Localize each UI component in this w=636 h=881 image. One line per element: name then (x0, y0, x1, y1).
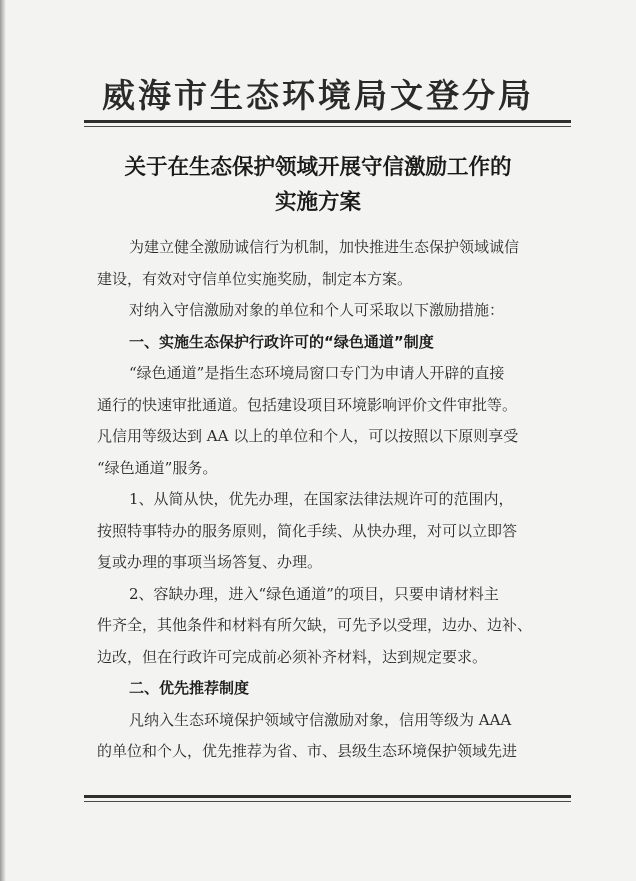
body-line: 件齐全，其他条件和材料有所欠缺，可先予以受理，边办、边补、 (97, 616, 533, 634)
body-line: 的单位和个人，优先推荐为省、市、县级生态环境保护领域先进 (97, 742, 518, 760)
organization-header: 威海市生态环境局文登分局 (102, 76, 534, 115)
body-line: 通行的快速审批通道。包括建设项目环境影响评价文件审批等。 (97, 395, 518, 414)
header-rule-thin (84, 126, 571, 127)
body-line: “绿色通道”是指生态环境局窗口专门为申请人开辟的直接 (129, 364, 505, 382)
body-line: 凡纳入生态环境保护领域守信激励对象，信用等级为 AAA (129, 710, 512, 729)
scan-edge-shadow (0, 0, 6, 881)
body-line: “绿色通道”服务。 (97, 458, 218, 477)
body-line: 对纳入守信激励对象的单位和个人可采取以下激励措施： (129, 301, 505, 319)
section-heading: 一、实施生态保护行政许可的“绿色通道”制度 (129, 332, 434, 351)
footer-rule-thin (84, 801, 571, 802)
document-title-line-1: 关于在生态保护领域开展守信激励工作的 (124, 155, 512, 180)
body-line: 按照特事特办的服务原则，简化手续、从快办理，对可以立即答 (97, 521, 518, 540)
body-line: 复或办理的事项当场答复、办理。 (97, 553, 323, 571)
body-line: 边改，但在行政许可完成前必须补齐材料，达到规定要求。 (97, 647, 488, 666)
document-title-line-2: 实施方案 (274, 190, 361, 215)
body-line: 为建立健全激励诚信行为机制，加快推进生态保护领域诚信 (129, 238, 520, 256)
header-rule-thick (84, 120, 571, 123)
document-body (97, 232, 559, 768)
body-line: 2、容缺办理，进入“绿色通道”的项目，只要申请材料主 (129, 584, 499, 603)
section-heading: 二、优先推荐制度 (129, 679, 250, 697)
footer-rule-thick (84, 795, 571, 798)
body-line: 1、从简从快，优先办理，在国家法律法规许可的范围内， (129, 490, 514, 508)
body-line: 建设，有效对守信单位实施奖励，制定本方案。 (97, 269, 413, 288)
body-line: 凡信用等级达到 AA 以上的单位和个人，可以按照以下原则享受 (97, 427, 519, 445)
document-title (0, 150, 636, 220)
